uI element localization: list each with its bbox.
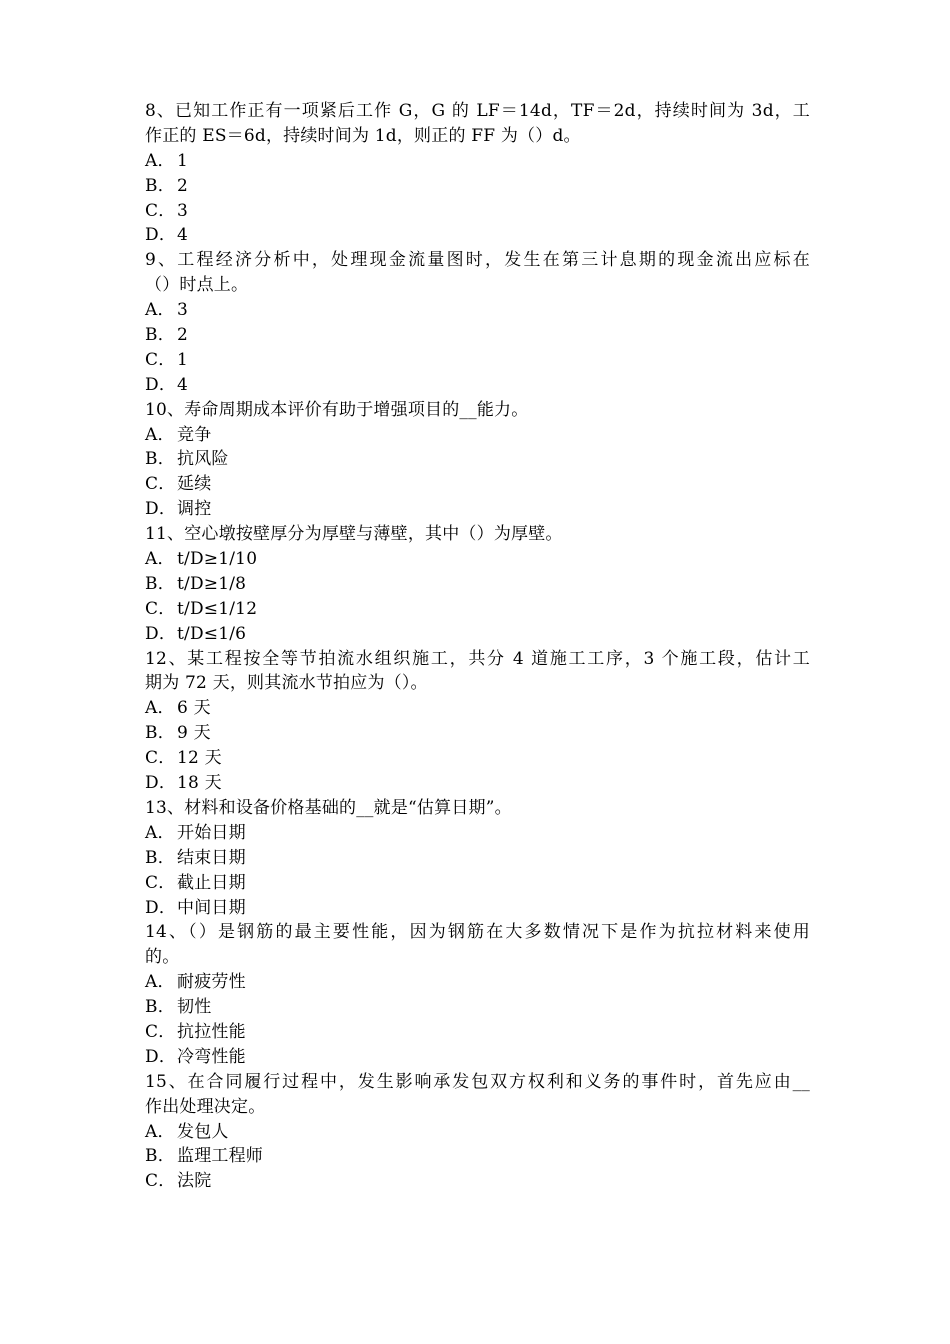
option-letter: A． <box>145 300 175 321</box>
option-letter: B． <box>145 573 175 594</box>
answer-option <box>145 721 810 746</box>
option-text: 2 <box>177 175 189 196</box>
answer-option <box>145 348 810 373</box>
option-letter: A． <box>145 549 175 570</box>
answer-option <box>145 1120 810 1145</box>
option-letter: A． <box>145 150 175 171</box>
option-text: 4 <box>177 225 189 246</box>
option-text: 3 <box>177 200 189 221</box>
option-letter: A． <box>145 698 175 719</box>
option-letter: D． <box>145 623 177 644</box>
answer-option <box>145 1169 810 1194</box>
question-block <box>145 522 810 646</box>
option-letter: C． <box>145 598 176 619</box>
answer-option <box>145 572 810 597</box>
option-letter: D． <box>145 225 177 246</box>
option-letter: C． <box>145 1171 176 1192</box>
option-letter: B． <box>145 847 175 868</box>
option-text: 法院 <box>177 1171 212 1192</box>
answer-option <box>145 298 810 323</box>
option-letter: A． <box>145 972 175 993</box>
question-stem-line: 10、寿命周期成本评价有助于增强项目的__能力。 <box>145 399 529 420</box>
answer-option <box>145 1144 810 1169</box>
question-stem-line: 15、在合同履行过程中，发生影响承发包双方权利和义务的事件时，首先应由__ <box>145 1071 810 1092</box>
answer-option <box>145 821 810 846</box>
option-text: 9 天 <box>177 723 211 744</box>
option-text: 抗风险 <box>177 449 229 470</box>
option-letter: B． <box>145 175 175 196</box>
option-text: t/D≤1/12 <box>177 598 258 619</box>
option-letter: B． <box>145 1146 175 1167</box>
answer-option <box>145 1020 810 1045</box>
option-letter: C． <box>145 1021 176 1042</box>
question-block <box>145 99 810 248</box>
answer-option <box>145 995 810 1020</box>
answer-option <box>145 223 810 248</box>
document-page <box>145 99 810 1194</box>
answer-option <box>145 896 810 921</box>
option-letter: C． <box>145 474 176 495</box>
answer-option <box>145 423 810 448</box>
answer-option <box>145 696 810 721</box>
option-letter: A． <box>145 424 175 445</box>
answer-option <box>145 622 810 647</box>
question-block <box>145 647 810 796</box>
answer-option <box>145 373 810 398</box>
answer-option <box>145 547 810 572</box>
option-text: 发包人 <box>177 1121 229 1142</box>
option-text: 开始日期 <box>177 822 246 843</box>
question-stem-line: 14、（）是钢筋的最主要性能，因为钢筋在大多数情况下是作为抗拉材料来使用 <box>145 922 810 943</box>
option-text: 冷弯性能 <box>177 1046 246 1067</box>
option-text: 韧性 <box>177 997 212 1018</box>
option-text: 18 天 <box>177 773 222 794</box>
answer-option <box>145 323 810 348</box>
option-letter: B． <box>145 325 175 346</box>
option-letter: B． <box>145 723 175 744</box>
question-stem-line: 的。 <box>145 947 180 968</box>
option-text: 调控 <box>177 499 212 520</box>
option-text: 结束日期 <box>177 847 246 868</box>
option-text: 抗拉性能 <box>177 1021 246 1042</box>
answer-option <box>145 174 810 199</box>
option-text: 中间日期 <box>177 897 246 918</box>
option-text: 监理工程师 <box>177 1146 263 1167</box>
answer-option <box>145 771 810 796</box>
option-letter: C． <box>145 748 176 769</box>
option-text: 耐疲劳性 <box>177 972 246 993</box>
answer-option <box>145 497 810 522</box>
option-text: 12 天 <box>177 748 222 769</box>
answer-option <box>145 1045 810 1070</box>
question-stem-line: 9、工程经济分析中，处理现金流量图时，发生在第三计息期的现金流出应标在 <box>145 250 810 271</box>
answer-option <box>145 846 810 871</box>
option-letter: B． <box>145 997 175 1018</box>
option-text: t/D≥1/10 <box>177 549 258 570</box>
option-letter: A． <box>145 1121 175 1142</box>
question-stem-line: 11、空心墩按壁厚分为厚壁与薄壁，其中（）为厚壁。 <box>145 524 563 545</box>
option-letter: B． <box>145 449 175 470</box>
question-block <box>145 398 810 522</box>
option-text: 截止日期 <box>177 872 246 893</box>
option-letter: C． <box>145 872 176 893</box>
option-letter: D． <box>145 897 177 918</box>
option-letter: D． <box>145 499 177 520</box>
option-text: 1 <box>177 349 189 370</box>
question-stem-line: 13、材料和设备价格基础的__就是“估算日期”。 <box>145 797 512 818</box>
option-letter: D． <box>145 374 177 395</box>
question-stem-line: 作出处理决定。 <box>145 1096 266 1117</box>
answer-option <box>145 199 810 224</box>
answer-option <box>145 149 810 174</box>
question-stem-line: （）时点上。 <box>145 275 249 296</box>
question-block <box>145 920 810 1069</box>
option-text: 2 <box>177 325 189 346</box>
question-block <box>145 796 810 920</box>
question-stem-line: 期为 72 天，则其流水节拍应为（）。 <box>145 673 428 694</box>
option-text: 竞争 <box>177 424 212 445</box>
option-letter: D． <box>145 773 177 794</box>
answer-option <box>145 746 810 771</box>
question-block <box>145 1070 810 1194</box>
answer-option <box>145 871 810 896</box>
answer-option <box>145 597 810 622</box>
option-text: t/D≥1/8 <box>177 573 247 594</box>
option-letter: C． <box>145 200 176 221</box>
answer-option <box>145 447 810 472</box>
question-stem-line: 8、已知工作正有一项紧后工作 G，G 的 LF＝14d，TF＝2d，持续时间为 3d，工 <box>145 101 810 121</box>
option-text: 3 <box>177 300 189 321</box>
answer-option <box>145 472 810 497</box>
answer-option <box>145 970 810 995</box>
option-text: 6 天 <box>177 698 211 719</box>
question-block <box>145 248 810 397</box>
question-stem-line: 作正的 ES＝6d，持续时间为 1d，则正的 FF 为（）d。 <box>145 125 581 146</box>
option-text: 延续 <box>177 474 212 495</box>
option-text: 1 <box>177 150 189 171</box>
option-letter: A． <box>145 822 175 843</box>
option-letter: D． <box>145 1046 177 1067</box>
option-text: t/D≤1/6 <box>177 623 247 644</box>
option-text: 4 <box>177 374 189 395</box>
question-stem-line: 12、某工程按全等节拍流水组织施工，共分 4 道施工工序，3 个施工段，估计工 <box>145 648 810 669</box>
option-letter: C． <box>145 349 176 370</box>
